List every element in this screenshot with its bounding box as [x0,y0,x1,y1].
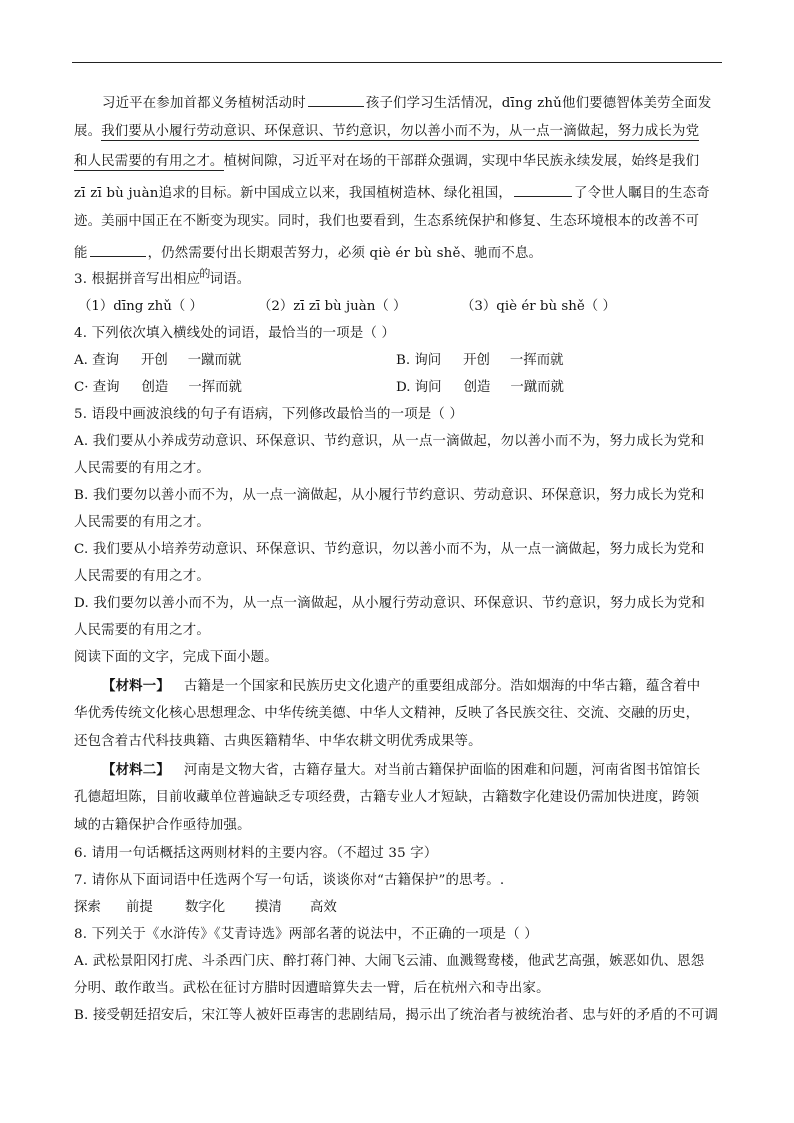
q4-option-c[interactable] [74,379,242,397]
question-4-stem: 4. 下列依次填入横线处的词语，最恰当的一项是（ ） [74,326,396,341]
passage-text: 能 [74,246,88,261]
option-word: 创造 [141,380,169,395]
option-word: 开创 [140,353,168,368]
q3-stem-text: 词语。 [209,272,251,287]
passage-text: ，仍然需要付出长期艰苦努力，必须 qiè ér bù shě、驰而不息。 [147,246,543,261]
passage-line-5: 迹。美丽中国正在不断变为现实。同时，我们也要看到，生态系统保护和修复、生态环境根本的改善不可 [74,214,700,229]
passage-text: 习近平在参加首都义务植树活动时 [102,96,306,111]
material-2-line-2: 孔德超坦陈，目前收藏单位普遍缺乏专项经费，古籍专业人才短缺，古籍数字化建设仍需加快进度，跨领 [74,790,700,805]
passage-line-2 [74,123,724,141]
wavy-underlined-sentence: 和人民需要的有用之才。 [74,154,224,169]
question-6-stem: 6. 请用一句话概括这两则材料的主要内容。（不超过 35 字） [74,846,438,861]
material-2-line-1 [102,761,724,780]
passage-line-6 [74,243,724,263]
fill-blank-1[interactable] [308,93,364,107]
q7-word-1: 探索 [74,900,101,915]
passage-text: 展。 [74,124,102,139]
passage-text: 孩子们学习生活情况，dīng zhǔ他们要德智体美劳全面发 [365,96,712,111]
passage-line-4 [74,183,724,203]
passage-text: 了令世人瞩目的生态奇 [573,186,710,201]
q3-item-1[interactable]: （1）dīng zhǔ（ ） [78,299,203,314]
passage-text: 植树间隙，习近平对在场的干部群众强调，实现中华民族永续发展，始终是我们 [223,154,700,169]
fill-blank-2[interactable] [514,183,572,197]
q3-item-2[interactable]: （2）zī zī bù juàn（ ） [258,299,407,314]
question-7-stem: 7. 请你从下面词语中任选两个写一句话，谈谈你对“古籍保护”的思考。. [74,873,505,888]
option-word: 创造 [463,380,491,395]
option-word: 一蹴而就 [510,380,564,395]
q7-word-5: 高效 [310,900,337,915]
material-1-tag: 【材料一】 [102,678,170,694]
question-8-stem: 8. 下列关于《水浒传》《艾青诗选》两部名著的说法中，不正确的一项是（ ） [74,927,538,942]
q3-stem-text: 3. 根据拼音写出相应 [74,272,201,287]
option-word: 开创 [463,353,490,368]
option-label: D. 询问 [396,380,442,395]
material-2-tag: 【材料二】 [102,762,170,778]
fill-blank-3[interactable] [90,243,146,257]
wavy-underlined-sentence: 我们要从小履行劳动意识、环保意识、节约意识，勿以善小而不为，从一点一滴做起，努力成长为党 [101,124,700,139]
material-text: 河南是文物大省，古籍存量大。对当前古籍保护面临的困难和问题，河南省图书馆馆长 [183,763,701,778]
material-1-line-2: 华优秀传统文化核心思想理念、中华传统美德、中华人文精神，反映了各民族交往、交流、交融的历史， [74,706,700,721]
material-1-line-3: 还包含着古代科技典籍、古典医籍精华、中华农耕文明优秀成果等。 [74,734,482,749]
option-word: 一挥而就 [188,380,242,395]
option-label: B. 询问 [396,353,442,368]
q5-option-d-line-2[interactable]: 人民需要的有用之才。 [74,623,210,638]
q8-option-b-line-1[interactable]: B. 接受朝廷招安后，宋江等人被奸臣毒害的悲剧结局，揭示出了统治者与被统治者、忠与奸的矛盾的不可调 [74,1008,719,1023]
question-5-stem: 5. 语段中画波浪线的句子有语病，下列修改最恰当的一项是（ ） [74,407,464,422]
material-text: 古籍是一个国家和民族历史文化遗产的重要组成部分。浩如烟海的中华古籍，蕴含着中 [183,679,701,694]
q7-word-4: 摸清 [255,900,282,915]
passage-text: zī zī bù juàn追求的目标。新中国成立以来，我国植树造林、绿化祖国， [74,186,512,201]
option-word: 一蹴而就 [187,353,242,368]
q5-option-b-line-2[interactable]: 人民需要的有用之才。 [74,515,210,530]
header-rule [72,62,722,63]
reading-intro: 阅读下面的文字，完成下面小题。 [74,650,278,665]
q3-item-3[interactable]: （3）qiè ér bù shě（ ） [461,299,616,314]
option-label: C· 查询 [74,380,120,395]
q5-option-b-line-1[interactable]: B. 我们要勿以善小而不为，从一点一滴做起，从小履行节约意识、劳动意识、环保意识，努力成长为党和 [74,488,705,503]
q4-option-a[interactable] [74,352,241,370]
q7-word-3: 数字化 [185,900,226,915]
material-2-line-3: 域的古籍保护合作亟待加强。 [74,818,251,833]
q7-word-2: 前提 [126,900,153,915]
passage-line-3 [74,153,724,171]
q3-stem-sup: 的 [199,267,211,280]
q8-option-a-line-2[interactable]: 分明、敢作敢当。武松在征讨方腊时因遭暗算失去一臂，后在杭州六和寺出家。 [74,981,550,996]
option-label: A. 查询 [74,353,119,368]
passage-line-1 [102,93,724,113]
question-3-stem [74,267,724,289]
q4-option-d[interactable] [396,379,564,397]
q5-option-c-line-2[interactable]: 人民需要的有用之才。 [74,569,210,584]
q5-option-a-line-2[interactable]: 人民需要的有用之才。 [74,461,210,476]
material-1-line-1 [102,677,724,696]
q4-option-b[interactable] [396,352,563,370]
q5-option-d-line-1[interactable]: D. 我们要勿以善小而不为，从一点一滴做起，从小履行劳动意识、环保意识、节约意识，努力成长为党和 [74,596,705,611]
q8-option-a-line-1[interactable]: A. 武松景阳冈打虎、斗杀西门庆、醉打蒋门神、大闹飞云浦、血溅鸳鸯楼，他武艺高强，嫉恶如仇、恩怨 [74,954,705,969]
q5-option-c-line-1[interactable]: C. 我们要从小培养劳动意识、环保意识、节约意识，勿以善小而不为，从一点一滴做起，努力成长为党和 [74,542,705,557]
q5-option-a-line-1[interactable]: A. 我们要从小养成劳动意识、环保意识、节约意识，从一点一滴做起，勿以善小而不为，努力成长为党和 [74,434,705,449]
option-word: 一挥而就 [509,353,564,368]
